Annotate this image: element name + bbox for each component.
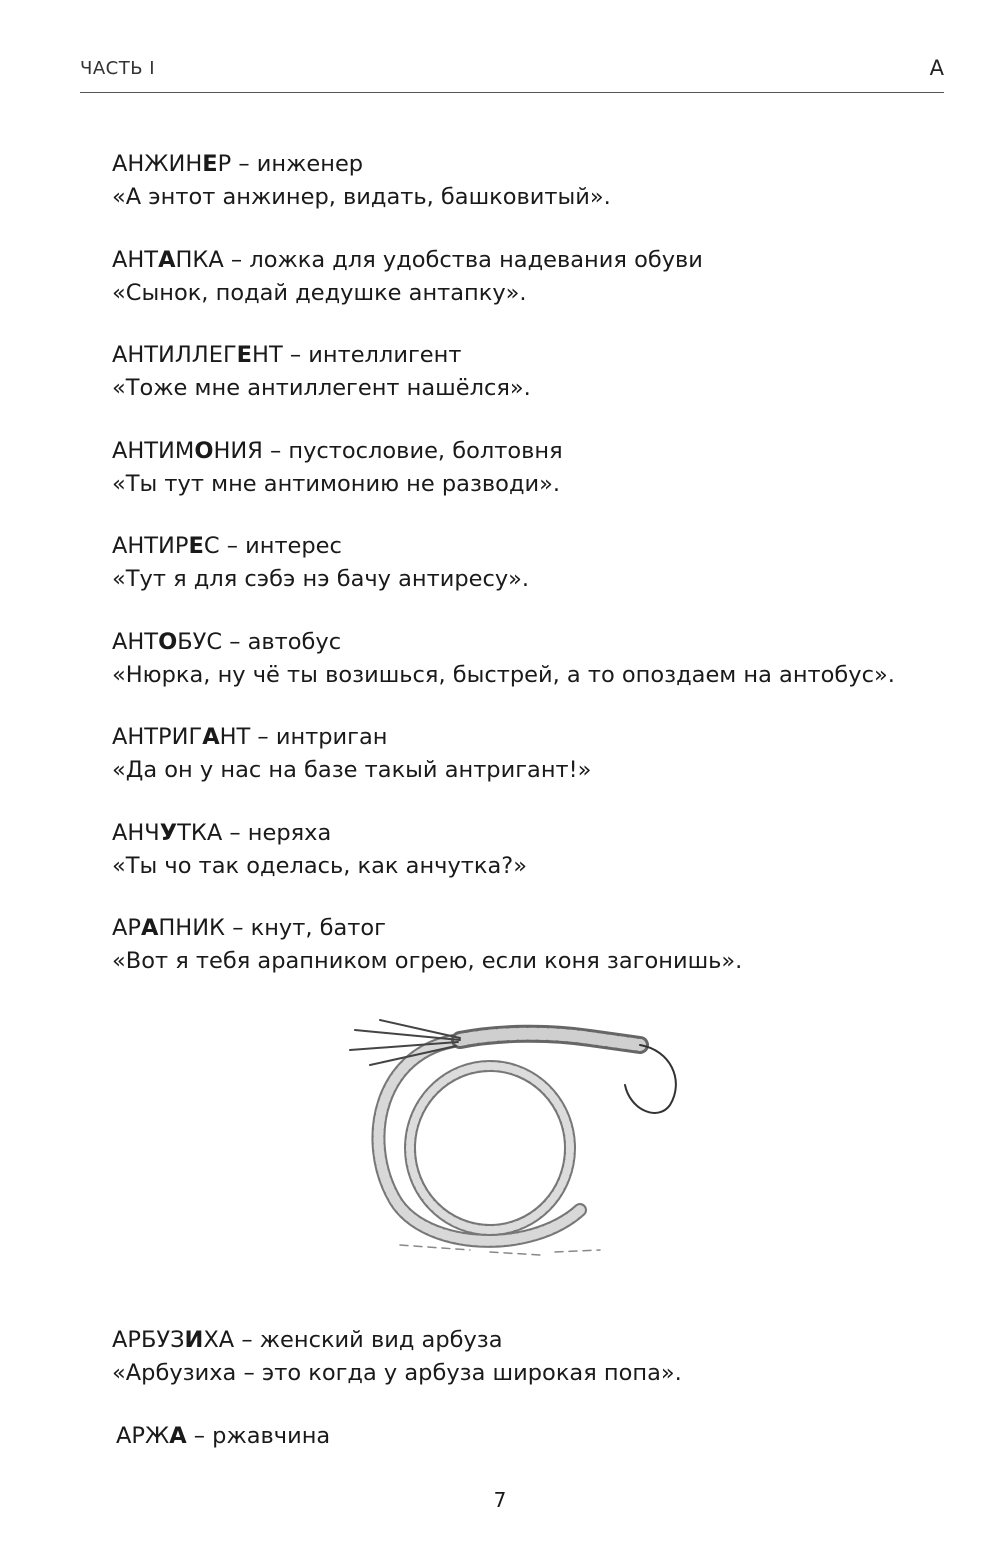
headword-part: АНТИМ [112, 437, 195, 464]
headword-part: НТ [252, 342, 283, 368]
section-title: ЧАСТЬ I [80, 58, 156, 79]
headword-line [112, 148, 952, 181]
stressed-letter: Е [188, 533, 204, 559]
headword-line [112, 339, 952, 372]
header-rule [80, 92, 944, 93]
headword-part: ПКА [175, 246, 224, 273]
usage-example: «Сынок, подай дедушке антапку». [112, 279, 527, 306]
usage-example: «Арбузиха – это когда у арбуза широкая попа». [112, 1360, 682, 1386]
definition: – ржавчина [186, 1422, 331, 1449]
dictionary-entry [112, 244, 952, 340]
stressed-letter: И [184, 1327, 204, 1353]
dictionary-entry [112, 1324, 952, 1420]
coiled-whip-icon [340, 1010, 700, 1280]
dictionary-entry [112, 912, 952, 1008]
dictionary-entry [112, 626, 952, 722]
headword-line [112, 626, 952, 659]
headword-part: АР [112, 915, 141, 941]
dictionary-entry [112, 435, 952, 531]
definition: – женский вид арбуза [234, 1327, 503, 1353]
usage-example: «Нюрка, ну чё ты возишься, быстрей, а то опоздаем на антобус». [112, 661, 895, 688]
definition: – инженер [231, 151, 364, 177]
headword-part: ХА [203, 1327, 235, 1353]
running-header [80, 58, 944, 88]
headword-part: ТКА [177, 819, 223, 846]
headword-line [112, 912, 952, 945]
definition: – кнут, батог [225, 915, 386, 941]
headword-line [112, 530, 952, 563]
headword-part: БУС [177, 628, 223, 655]
usage-example: «Да он у нас на базе такый антригант!» [112, 757, 592, 783]
headword-line [112, 244, 952, 277]
stressed-letter: А [158, 246, 176, 273]
definition: – интерес [219, 533, 342, 559]
headword-line [116, 1420, 952, 1453]
headword-part: ПНИК [158, 915, 226, 941]
stressed-letter: О [194, 437, 214, 464]
headword-part: НИЯ [213, 437, 263, 464]
usage-example: «Тоже мне антиллегент нашёлся». [112, 375, 531, 401]
headword-part: АНЧ [112, 819, 160, 846]
stressed-letter: Е [202, 151, 218, 177]
definition: – интеллигент [282, 342, 462, 368]
headword-part: АНТИЛЛЕГ [112, 342, 237, 368]
dictionary-entry [112, 721, 952, 817]
headword-line [112, 435, 952, 468]
headword-part: АНТ [112, 628, 159, 655]
headword-part: АРБУЗ [112, 1327, 185, 1353]
stressed-letter: А [169, 1422, 187, 1449]
dictionary-entries-continued [112, 1324, 952, 1515]
stressed-letter: О [158, 628, 178, 655]
definition: – интриган [250, 724, 388, 750]
headword-part: АНТ [112, 246, 159, 273]
headword-line [112, 721, 952, 754]
usage-example: «Ты чо так оделась, как анчутка?» [112, 852, 527, 879]
headword-part: АНТРИГ [112, 724, 203, 750]
headword-line [112, 817, 952, 850]
page-number: 7 [493, 1488, 507, 1512]
usage-example: «А энтот анжинер, видать, башковитый». [112, 184, 611, 210]
headword-part: АНТИР [112, 533, 189, 559]
usage-example: «Тут я для сэбэ нэ бачу антиресу». [112, 566, 530, 592]
stressed-letter: А [140, 915, 159, 941]
dictionary-entry [112, 530, 952, 626]
headword-part: Р [217, 151, 232, 177]
usage-example: «Ты тут мне антимонию не разводи». [112, 470, 561, 497]
definition: – автобус [222, 628, 342, 655]
dictionary-entries [112, 148, 952, 1008]
dictionary-entry [112, 339, 952, 435]
stressed-letter: Е [236, 342, 253, 368]
headword-part: С [203, 533, 220, 559]
stressed-letter: А [202, 724, 220, 750]
section-letter: А [929, 56, 944, 80]
headword-line [112, 1324, 952, 1357]
dictionary-entry [112, 817, 952, 913]
stressed-letter: У [159, 819, 178, 846]
definition: – ложка для удобства надевания обуви [223, 246, 703, 273]
definition: – неряха [222, 819, 332, 846]
headword-part: АРЖ [116, 1422, 170, 1449]
usage-example: «Вот я тебя арапником огрею, если коня загонишь». [112, 948, 743, 974]
headword-part: НТ [219, 724, 251, 750]
dictionary-entry [112, 148, 952, 244]
headword-part: АНЖИН [112, 151, 203, 177]
definition: – пустословие, болтовня [262, 437, 563, 464]
